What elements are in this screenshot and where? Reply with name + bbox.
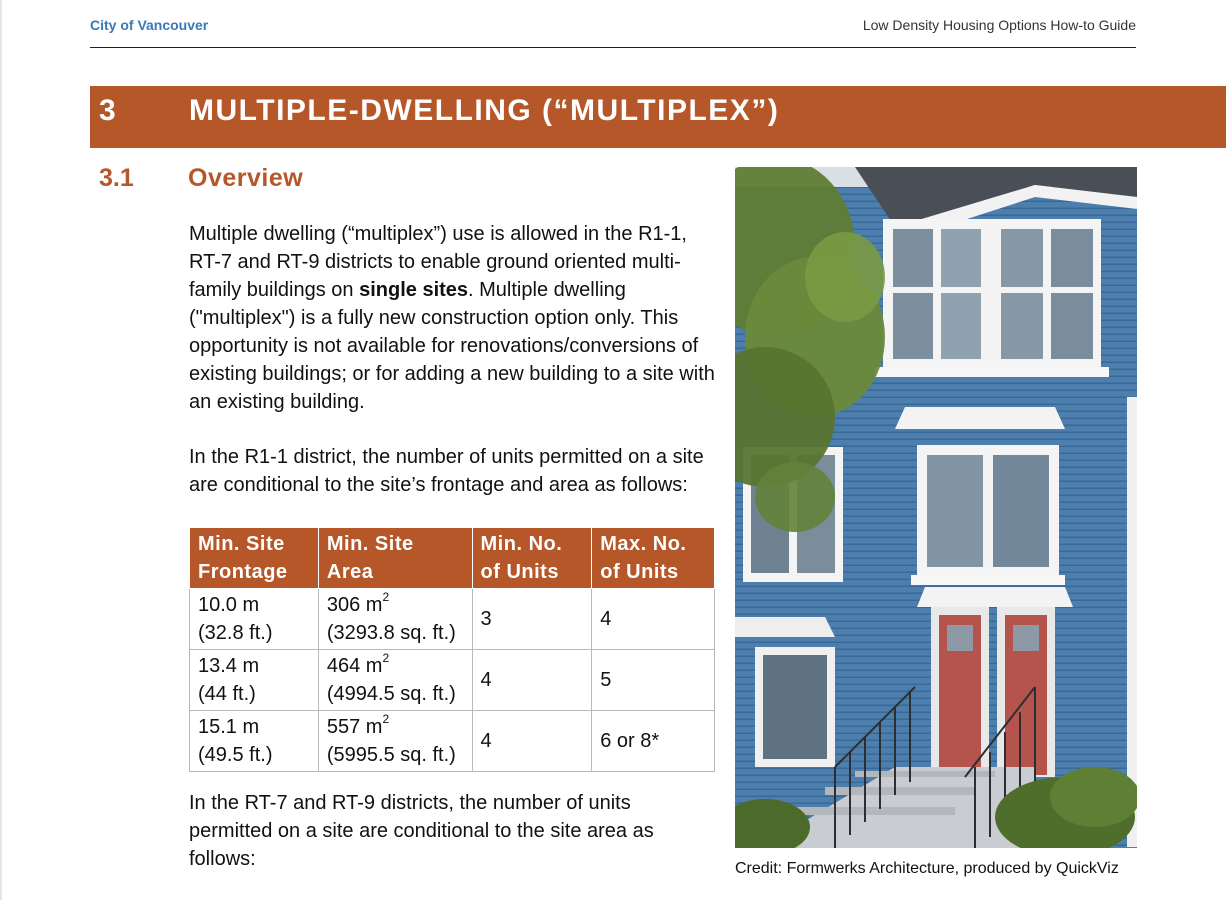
cell-min-units: 4 xyxy=(472,650,592,711)
cell-frontage xyxy=(190,711,319,772)
col-header-frontage xyxy=(190,528,319,589)
cell-min-units: 4 xyxy=(472,711,592,772)
section-title: Overview xyxy=(188,164,304,192)
header-max-units-line-1: Max. No. xyxy=(600,533,687,555)
cell-frontage xyxy=(190,650,319,711)
table-header-row xyxy=(190,528,715,589)
cell-frontage xyxy=(190,589,319,650)
area-unit-superscript: 2 xyxy=(382,590,390,605)
header-organization: City of Vancouver xyxy=(90,17,209,33)
intro-text-end: . Multiple dwelling ("multiplex") is a fully new construction option only. This opportunity is not available for renovations/conversions of existing buildings; or for adding a new building to a site with an existing building. xyxy=(189,279,715,413)
col-header-min-units xyxy=(472,528,592,589)
r1-1-paragraph: In the R1-1 district, the number of units permitted on a site are conditional to the site’s frontage and area as follows: xyxy=(189,446,704,496)
header-frontage-line-2: Frontage xyxy=(198,561,288,583)
section-number: 3.1 xyxy=(99,164,134,192)
area-imperial: (5995.5 sq. ft.) xyxy=(326,744,456,766)
area-unit-superscript: 2 xyxy=(382,712,390,727)
area-imperial: (4994.5 sq. ft.) xyxy=(326,683,456,705)
header-min-units-line-1: Min. No. xyxy=(480,533,563,555)
col-header-max-units xyxy=(592,528,715,589)
table-row xyxy=(190,711,715,772)
cell-min-units: 3 xyxy=(472,589,592,650)
cell-max-units: 5 xyxy=(592,650,715,711)
header-frontage-line-1: Min. Site xyxy=(198,533,285,555)
multiplex-rendering-image xyxy=(735,167,1137,848)
area-metric: 464 m xyxy=(326,655,383,677)
area-unit-superscript: 2 xyxy=(382,651,390,666)
frontage-metric: 10.0 m xyxy=(198,594,260,616)
area-metric: 557 m xyxy=(326,716,383,738)
cell-area xyxy=(318,589,472,650)
cell-area xyxy=(318,650,472,711)
rt-7-rt-9-paragraph: In the RT-7 and RT-9 districts, the number of units permitted on a site are conditional to the site area as follows: xyxy=(189,792,654,870)
frontage-imperial: (44 ft.) xyxy=(198,683,256,705)
house-illustration xyxy=(735,167,1137,848)
chapter-number: 3 xyxy=(99,94,116,127)
area-imperial: (3293.8 sq. ft.) xyxy=(326,622,456,644)
frontage-metric: 15.1 m xyxy=(198,716,260,738)
header-divider xyxy=(90,47,1136,48)
frontage-imperial: (32.8 ft.) xyxy=(198,622,273,644)
r1-1-units-table xyxy=(189,527,715,772)
upper-windows xyxy=(875,219,1109,377)
header-guide-title: Low Density Housing Options How-to Guide xyxy=(862,17,1136,33)
cell-max-units: 6 or 8* xyxy=(592,711,715,772)
intro-paragraph xyxy=(189,220,723,416)
page-left-border xyxy=(0,0,2,900)
intro-emphasis: single sites xyxy=(359,279,469,301)
intro-text-start: Multiple dwelling (“multiplex”) use is allowed in the R1-1, RT-7 and RT-9 districts to enable ground oriented multi-family buildings on xyxy=(189,223,687,301)
col-header-area xyxy=(318,528,472,589)
header-area-line-2: Area xyxy=(326,561,374,583)
frontage-metric: 13.4 m xyxy=(198,655,260,677)
table-row xyxy=(190,650,715,711)
area-metric: 306 m xyxy=(326,594,383,616)
header-area-line-1: Min. Site xyxy=(326,533,414,555)
table-row xyxy=(190,589,715,650)
frontage-imperial: (49.5 ft.) xyxy=(198,744,273,766)
image-credit: Credit: Formwerks Architecture, produced by QuickViz xyxy=(735,860,1119,877)
chapter-banner xyxy=(90,86,1226,148)
cell-max-units: 4 xyxy=(592,589,715,650)
header-max-units-line-2: of Units xyxy=(600,561,679,583)
chapter-title: MULTIPLE-DWELLING (“MULTIPLEX”) xyxy=(189,94,780,127)
cell-area xyxy=(318,711,472,772)
header-min-units-line-2: of Units xyxy=(480,561,559,583)
